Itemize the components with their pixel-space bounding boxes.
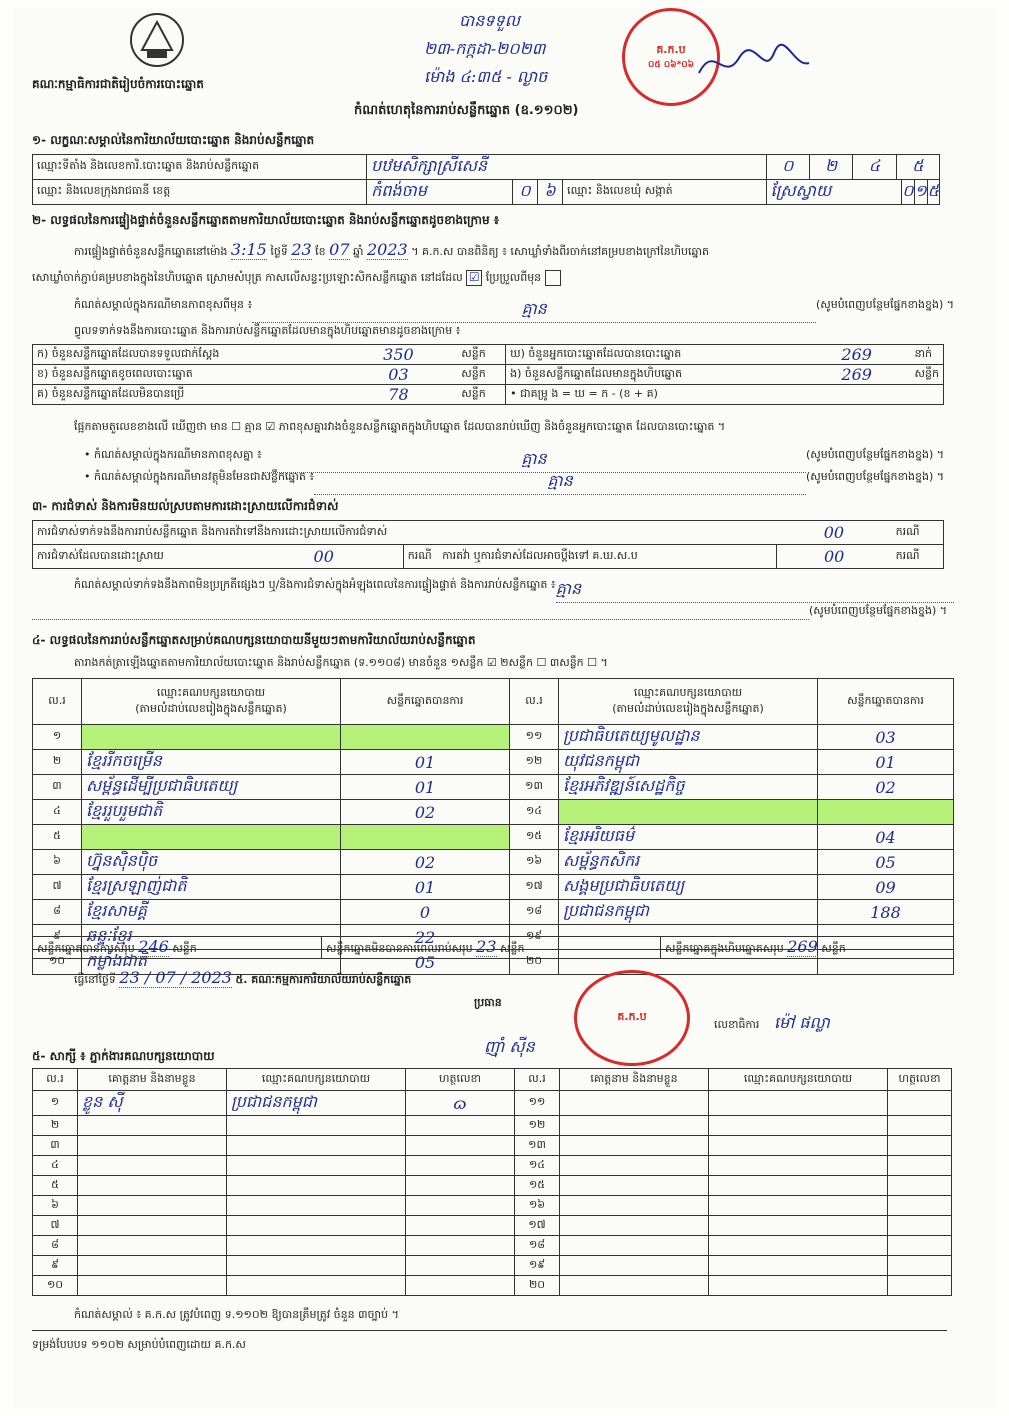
- tally-text: តារាងកត់ត្រាឡើងឆ្នោតតាមការិយាល័យបោះឆ្នោត និងរាប់សន្លឹកឆ្នោត (ទ.១១០៨) មានចំនួន ១សន្លឹក ☑ ២សន្លឹក ☐ ៣សន្លឹក ☐ ។: [74, 656, 608, 669]
- changed-checkbox[interactable]: [545, 270, 561, 286]
- section1-title: ១- លក្ខណៈសម្គាល់នៃការិយាល័យបោះឆ្នោត និងរាប់សន្លឹកឆ្នោត: [32, 133, 315, 147]
- year-label: ឆ្នាំ: [353, 245, 364, 258]
- count-unit: សន្លឹក: [911, 365, 944, 385]
- col-votes: សន្លឹកឆ្នោតបានការ: [818, 679, 954, 725]
- party-no: ២០: [510, 950, 559, 975]
- province-label: ឈ្មោះ និងលេខក្រុងរាជធានី ខេត្ត: [33, 180, 367, 205]
- resolved-unit: ករណី: [407, 548, 432, 562]
- witness-name: [560, 1196, 709, 1216]
- party-name: [82, 825, 341, 850]
- col-no: ល.រ: [33, 679, 82, 725]
- totals-table: [32, 936, 954, 959]
- detail-intro: ព្ធូលទទាក់ទងនឹងការបោះឆ្នោត និងការរាប់សន្លឹកឆ្នោតដែលមានក្នុងហិបឆ្នោតមានដូចខាងក្រោម ៖: [74, 324, 461, 337]
- form-title: កំណត់ហេតុនៃការរាប់សន្លឹកឆ្នោត (ឧ.១១០២): [354, 103, 579, 118]
- witness-no: ១៦: [515, 1196, 560, 1216]
- bullet2-hint: (សូមបំពេញបន្ថែមផ្នែកខាងខ្នង) ។: [805, 470, 944, 483]
- witness-party: [709, 1156, 888, 1176]
- witness-party: [709, 1276, 888, 1296]
- witness-row: [33, 1276, 952, 1296]
- bullet2-line: [84, 470, 944, 495]
- station-label: ឈ្មោះទីតាំង និងលេខការិ.បោះឆ្នោត និងរាប់សន្លឹកឆ្នោត: [33, 155, 367, 180]
- witness-no: ៧: [33, 1216, 78, 1236]
- form-footer: ទម្រង់បែបបទ ១១០២ សម្រាប់បំពេញដោយ គ.ក.ស: [32, 1338, 246, 1351]
- witness-sign: [888, 1091, 952, 1116]
- party-no: ២: [33, 750, 82, 775]
- stamp-code: ០៥ ០៦*០៦: [647, 59, 695, 70]
- party-no: ៦: [33, 850, 82, 875]
- w-col-sign: ហត្ថលេខា: [406, 1069, 515, 1091]
- section3-title: ៣- ការជំទាស់ និងការមិនយល់ស្របតាមការដោះស្រាយលើការជំទាស់: [32, 499, 339, 513]
- note-hint: (សូមបំពេញបន្ថែមផ្នែកខាងខ្នង) ។: [815, 298, 954, 311]
- party-votes: 188: [818, 900, 954, 925]
- witness-name: [560, 1176, 709, 1196]
- party-no: ៩: [33, 925, 82, 950]
- done-date: 23 / 07 / 2023: [119, 968, 232, 987]
- appeal-value: 00: [776, 545, 891, 569]
- count-unit: សន្លឹក: [457, 385, 505, 405]
- w-col-party: ឈ្មោះគណបក្សនយោបាយ: [227, 1069, 406, 1091]
- witness-sign: [406, 1196, 515, 1216]
- witness-party: [709, 1216, 888, 1236]
- witness-row: [33, 1216, 952, 1236]
- verify-line2-text: សោឃ្លាំចាក់ភ្ជាប់គម្របខាងក្នុងនៃហិបឆ្នោត ស្រោមសំបុត្រ កាសលើសន្ទះប្រឡោះសិកសន្លឹកឆ្នោត នៅដដែល: [32, 271, 463, 284]
- total-box-label: សន្លឹកឆ្នោតក្នុងហិបឆ្នោតសរុប: [665, 942, 784, 955]
- month-label: ខែ: [315, 245, 326, 258]
- party-no: ១៨: [510, 900, 559, 925]
- witness-party: [227, 1176, 406, 1196]
- count-formula: • ជាគម្រូ ង = ឃ = ក - (ខ + គ): [506, 385, 944, 405]
- station-code: [767, 155, 939, 179]
- result-row: [33, 750, 954, 775]
- party-name: ប្រជាជនកម្ពុជា: [559, 900, 818, 925]
- witness-sign: [888, 1116, 952, 1136]
- day-label: ថ្ងៃទី: [270, 245, 288, 258]
- objection-table: [32, 520, 944, 569]
- witness-name: [78, 1236, 227, 1256]
- w-col-party: ឈ្មោះគណបក្សនយោបាយ: [709, 1069, 888, 1091]
- verify-day: 23: [291, 240, 312, 259]
- done-line: [74, 968, 411, 989]
- stamp-label: គ.ក.ប: [656, 42, 686, 56]
- witness-sign: [406, 1276, 515, 1296]
- total-valid-cell: [33, 937, 322, 959]
- official-stamp-bottom: [574, 970, 690, 1066]
- result-row: [33, 875, 954, 900]
- count-value-d: 269: [803, 345, 911, 365]
- code-digit: ៥: [927, 181, 939, 200]
- party-votes: 0: [341, 900, 510, 925]
- witness-party: [709, 1091, 888, 1116]
- witness-sign: [406, 1216, 515, 1236]
- total-valid-label: សន្លឹកឆ្នោតបានការសរុប: [37, 942, 135, 955]
- witness-party: [709, 1196, 888, 1216]
- witness-no: ១៧: [515, 1216, 560, 1236]
- witness-row: [33, 1116, 952, 1136]
- bullet2-label: • កំណត់សម្គាល់ក្នុងករណីមានវត្ថុមិនមែនជាសន្លឹកឆ្នោត ៖: [84, 470, 315, 483]
- witness-no: ៣: [33, 1136, 78, 1156]
- code-digit: ០: [902, 180, 914, 204]
- witness-no: ១៩: [515, 1256, 560, 1276]
- party-name: [82, 725, 341, 750]
- party-votes: 02: [818, 775, 954, 800]
- party-no: ៧: [33, 875, 82, 900]
- witness-name: [78, 1256, 227, 1276]
- party-name: [559, 800, 818, 825]
- party-name: ខ្មែរសាមគ្គី: [82, 900, 341, 925]
- witness-party: [227, 1116, 406, 1136]
- party-name: ហ្វ៊ុនស៊ិនប៉ិច: [82, 850, 341, 875]
- count-value-c: 78: [340, 385, 458, 405]
- code-digit: ២: [810, 155, 853, 179]
- count-unit: សន្លឹក: [457, 365, 505, 385]
- witness-no: ១: [33, 1091, 78, 1116]
- commune-label: ឈ្មោះ និងលេខឃុំ សង្កាត់: [563, 180, 766, 205]
- objection-label: ការជំទាស់ទាក់ទងនឹងការរាប់សន្លឹកឆ្នោត និងការតវ៉ាទៅនឹងការដោះស្រាយលើការជំទាស់: [33, 521, 777, 545]
- witness-row: [33, 1236, 952, 1256]
- w-col-no: ល.រ: [515, 1069, 560, 1091]
- count-value-a: 350: [340, 345, 458, 365]
- province-code: [513, 180, 562, 204]
- witness-no: ១១: [515, 1091, 560, 1116]
- witness-no: ៤: [33, 1156, 78, 1176]
- w-col-name: គោត្តនាម និងនាមខ្លួន: [560, 1069, 709, 1091]
- count-label-e: ង) ចំនួនសន្លឹកឆ្នោតដែលមានក្នុងហិបឆ្នោត: [506, 365, 803, 385]
- code-digit: ០: [513, 180, 538, 204]
- secretary-name: ម៉ៅ ផល្លា: [774, 1013, 830, 1032]
- verify-time: 3:15: [230, 240, 267, 259]
- objection-hint: (សូមបំពេញបន្ថែមផ្នែកខាងខ្នង) ។: [808, 604, 947, 617]
- witness-name: ខ្លូន ស៊ី: [78, 1091, 227, 1116]
- witness-sign: [406, 1136, 515, 1156]
- witness-name: [78, 1136, 227, 1156]
- witness-sign: [888, 1276, 952, 1296]
- objection-note-label: កំណត់សម្គាល់ទាក់ទងនឹងភាពមិនប្រក្រតីផ្សេងៗ ឬ/និងការជំទាស់ក្នុងអំឡុងពេលនៃការផ្ទៀងផ្ទាត់ និងការរាប់សន្លឹកឆ្នោត ៖: [74, 578, 556, 591]
- witness-name: [560, 1156, 709, 1176]
- party-votes: 05: [818, 850, 954, 875]
- party-votes: 01: [341, 775, 510, 800]
- party-name: ប្រជាធិបតេយ្យមូលដ្ឋាន: [559, 725, 818, 750]
- total-valid-value: 246: [138, 937, 169, 956]
- compare-text: ផ្អែកតាមតួលេខខាងលើ ឃើញថា មាន ☐ គ្មាន ☑ ភាពខុសគ្នារវាងចំនួនសន្លឹកឆ្នោតក្នុងហិបឆ្នោត ដែលបានរាប់ឃើញ និងចំនួនអ្នកបោះឆ្នោត ដែលបានបោះឆ្នោត ។: [74, 420, 726, 433]
- emblem-logo: [122, 10, 192, 72]
- results-table: [32, 678, 954, 975]
- form-page: [14, 8, 999, 1408]
- count-label-b: ខ) ចំនួនសន្លឹកឆ្នោតខូចពេលបោះឆ្នោត: [33, 365, 340, 385]
- witness-sign: [888, 1196, 952, 1216]
- count-value-b: 03: [340, 365, 458, 385]
- witness-row: [33, 1176, 952, 1196]
- witness-no: ១៤: [515, 1156, 560, 1176]
- witness-name: [560, 1256, 709, 1276]
- objection-note-value: គ្មាន: [556, 578, 954, 603]
- note-label: កំណត់សម្គាល់ក្នុងករណីមានភាពខុសពីមុន ៖: [74, 298, 253, 311]
- appeal-unit: ករណី: [892, 545, 944, 569]
- party-no: ៥: [33, 825, 82, 850]
- count-unit: សន្លឹក: [457, 345, 505, 365]
- total-invalid-cell: [322, 937, 661, 959]
- result-row: [33, 825, 954, 850]
- witness-party: [227, 1216, 406, 1236]
- witness-name: [560, 1236, 709, 1256]
- total-invalid-label: សន្លឹកឆ្នោតមិនបានការពេលរាប់សរុប: [326, 942, 473, 955]
- witness-sign: [888, 1216, 952, 1236]
- code-digit: ១: [915, 180, 928, 204]
- appeal-cell: [403, 545, 776, 569]
- witness-sign: [888, 1136, 952, 1156]
- count-label-d: ឃ) ចំនួនអ្នកបោះឆ្នោតដែលបានបោះឆ្នោត: [506, 345, 803, 365]
- witness-no: ៥: [33, 1176, 78, 1196]
- verify-line2: [32, 270, 962, 287]
- note-value: គ្មាន: [252, 298, 816, 323]
- party-no: ១៣: [510, 775, 559, 800]
- hw-received-note: បាន​ទទួល: [459, 11, 520, 30]
- col-party-title: ឈ្មោះគណបក្សនយោបាយ: [156, 685, 266, 699]
- w-col-name: គោត្តនាម និងនាមខ្លួន: [78, 1069, 227, 1091]
- commune-value: ស្រែស្វាយ: [766, 180, 902, 205]
- result-row: [33, 725, 954, 750]
- witness-party: [709, 1136, 888, 1156]
- count-label-a: ក) ចំនួនសន្លឹកឆ្នោតដែលបានទទួលជាក់ស្តែង: [33, 345, 340, 365]
- witness-party: [709, 1116, 888, 1136]
- objection-note: [74, 578, 954, 603]
- verify-year: 2023: [367, 240, 408, 259]
- verify-suffix: ។ គ.ក.ស បានពិនិត្យ ៖ សោឃ្លាំទាំងពីរចាក់នៅគម្របខាងក្រៅនៃហិបឆ្នោត: [411, 245, 709, 258]
- party-votes: 01: [341, 750, 510, 775]
- party-no: ១៦: [510, 850, 559, 875]
- party-no: ១២: [510, 750, 559, 775]
- witness-name: [560, 1216, 709, 1236]
- note-line: [74, 298, 954, 323]
- stamp-bottom-label: គ.ក.ប: [617, 1010, 647, 1023]
- witness-row: [33, 1256, 952, 1276]
- witness-row: [33, 1156, 952, 1176]
- witness-party: [227, 1196, 406, 1216]
- unchanged-checkbox[interactable]: ☑: [466, 270, 482, 286]
- party-name: ខ្មែរអរិយធម៌: [559, 825, 818, 850]
- witness-no: ១៥: [515, 1176, 560, 1196]
- dotted-fill: [32, 604, 809, 620]
- total-invalid-value: 23: [476, 937, 497, 956]
- party-name: យុវជនកម្ពុជា: [559, 750, 818, 775]
- party-votes: 02: [341, 800, 510, 825]
- party-no: ១០: [33, 950, 82, 975]
- party-name: ខ្មែររីកចម្រើន: [82, 750, 341, 775]
- col-party-sub: (តាមលំដាប់លេខរៀងក្នុងសន្លឹកឆ្នោត): [612, 701, 764, 715]
- chair-name: ញ៉ាំ ស៊ីន: [484, 1037, 535, 1056]
- party-votes: [341, 725, 510, 750]
- party-votes: 03: [818, 725, 954, 750]
- total-unit: សន្លឹក: [821, 942, 846, 955]
- witness-sign: [406, 1116, 515, 1136]
- count-unit: នាក់: [911, 345, 944, 365]
- witness-table: [32, 1068, 952, 1296]
- form-note: កំណត់សម្គាល់ ៖ គ.ក.ស ត្រូវបំពេញ ទ.១១០២ ឱ្យបានត្រឹមត្រូវ ចំនួន ៣ច្បាប់ ។: [74, 1308, 399, 1321]
- w-col-sign: ហត្ថលេខា: [888, 1069, 952, 1091]
- party-no: ៤: [33, 800, 82, 825]
- witness-sign: [888, 1236, 952, 1256]
- code-digit: ៦: [544, 181, 556, 200]
- changed-label: ប្រែប្រួលពីមុន: [485, 271, 542, 284]
- witness-row: [33, 1196, 952, 1216]
- station-table: [32, 154, 940, 205]
- bullet1-value: គ្មាន: [262, 448, 806, 473]
- col-no: ល.រ: [510, 679, 559, 725]
- result-row: [33, 900, 954, 925]
- commune-code: [902, 180, 939, 204]
- witness-name: [560, 1136, 709, 1156]
- committee-label: ៥. គណៈកម្មការការិយាល័យរាប់សន្លឹកឆ្នោត: [235, 973, 412, 986]
- code-digit: ៤: [853, 155, 896, 179]
- verify-line: [74, 240, 974, 261]
- signature-top: [694, 38, 814, 88]
- witness-name: [78, 1176, 227, 1196]
- party-no: ៨: [33, 900, 82, 925]
- appeal-label: ការតវ៉ា ឬការជំទាស់ដែលអាចប្តឹងទៅ គ.ឃ.ស.ប: [442, 548, 638, 562]
- province-value: កំពង់ចាម: [367, 180, 513, 205]
- party-votes: 22: [341, 925, 510, 950]
- party-no: ១៤: [510, 800, 559, 825]
- bullet2-value: គ្មាន: [314, 470, 806, 495]
- witness-name: [560, 1276, 709, 1296]
- witness-name: [78, 1196, 227, 1216]
- col-party-sub: (តាមលំដាប់លេខរៀងក្នុងសន្លឹកឆ្នោត): [135, 701, 287, 715]
- total-unit: សន្លឹក: [172, 942, 197, 955]
- result-row: [33, 850, 954, 875]
- total-box-value: 269: [787, 937, 818, 956]
- party-votes: 05: [341, 950, 510, 975]
- party-name: សម្ព័ន្ធកសិករ: [559, 850, 818, 875]
- party-votes: 02: [341, 850, 510, 875]
- hw-received-date: ២៣-កក្កដា-២០២៣: [424, 39, 546, 58]
- secretary-label: លេខាធិការ: [714, 1018, 760, 1031]
- footer-divider: [32, 1330, 947, 1331]
- w-col-no: ល.រ: [33, 1069, 78, 1091]
- party-votes: [341, 825, 510, 850]
- party-votes: [818, 800, 954, 825]
- witness-sign: [406, 1176, 515, 1196]
- witness-party: [709, 1236, 888, 1256]
- col-party-title: ឈ្មោះគណបក្សនយោបាយ: [633, 685, 743, 699]
- witness-no: ១៣: [515, 1136, 560, 1156]
- witness-no: ៨: [33, 1236, 78, 1256]
- count-label-c: គ) ចំនួនសន្លឹកឆ្នោតដែលមិនបានប្រើ: [33, 385, 340, 405]
- witness-sign: [406, 1156, 515, 1176]
- bullet1-hint: (សូមបំពេញបន្ថែមផ្នែកខាងខ្នង) ។: [805, 448, 944, 461]
- witness-name: [560, 1116, 709, 1136]
- witness-row: [33, 1091, 952, 1116]
- witness-no: ២០: [515, 1276, 560, 1296]
- col-party: [559, 679, 818, 725]
- code-digit: ៥: [912, 156, 924, 175]
- party-no: ១៥: [510, 825, 559, 850]
- party-name: សម្ព័ន្ធដើម្បីប្រជាធិបតេយ្យ: [82, 775, 341, 800]
- party-votes: 09: [818, 875, 954, 900]
- witness-body: [33, 1091, 952, 1296]
- party-no: ១៧: [510, 875, 559, 900]
- party-name: សង្គមប្រជាធិបតេយ្យ: [559, 875, 818, 900]
- witness-party: [227, 1136, 406, 1156]
- witness-no: ១២: [515, 1116, 560, 1136]
- party-votes: 01: [341, 875, 510, 900]
- witness-sign: [406, 1236, 515, 1256]
- witness-name: [560, 1091, 709, 1116]
- witness-no: ២: [33, 1116, 78, 1136]
- resolved-value: 00: [245, 545, 404, 569]
- col-votes: សន្លឹកឆ្នោតបានការ: [341, 679, 510, 725]
- party-name: ខ្មែរស្រឡាញ់ជាតិ: [82, 875, 341, 900]
- verify-month: 07: [329, 240, 350, 259]
- witness-no: ១០: [33, 1276, 78, 1296]
- bullet1-label: • កំណត់សម្គាល់ក្នុងករណីមានភាពខុសគ្នា ៖: [84, 448, 262, 461]
- count-value-e: 269: [803, 365, 911, 385]
- witness-no: ១៨: [515, 1236, 560, 1256]
- party-no: ១៩: [510, 925, 559, 950]
- witness-name: [78, 1156, 227, 1176]
- party-votes: 04: [818, 825, 954, 850]
- resolved-label: ការជំទាស់ដែលបានដោះស្រាយ: [33, 545, 245, 569]
- witness-party: [709, 1176, 888, 1196]
- witness-name: [78, 1116, 227, 1136]
- party-name: ឆន្ទៈខ្មែរ: [82, 925, 341, 950]
- result-row: [33, 800, 954, 825]
- committee-name: គណៈកម្មាធិការជាតិរៀបចំការបោះឆ្នោត: [32, 77, 204, 91]
- witness-sign: ɷ: [406, 1091, 515, 1116]
- witness-sign: [888, 1156, 952, 1176]
- chair-label: ប្រធាន: [474, 996, 502, 1009]
- total-unit: សន្លឹក: [500, 942, 525, 955]
- col-party: [82, 679, 341, 725]
- hw-received-time: ម៉ោង ៤:៣៥ - ល្ងាច: [424, 67, 548, 86]
- witness-row: [33, 1136, 952, 1156]
- station-value: បឋមសិក្សាស្រីសេនី: [367, 155, 767, 180]
- code-digit: ០: [767, 155, 810, 179]
- party-no: ១១: [510, 725, 559, 750]
- done-label: ធ្វើនៅថ្ងៃទី: [74, 973, 116, 986]
- witness-sign: [888, 1176, 952, 1196]
- witness-party: [709, 1256, 888, 1276]
- verify-prefix: ការផ្ទៀងផ្ទាត់ចំនួនសន្លឹកឆ្នោតនៅម៉ោង: [74, 245, 228, 258]
- party-no: ១: [33, 725, 82, 750]
- objection-value: 00: [776, 521, 891, 545]
- total-box-cell: [661, 937, 954, 959]
- section5-title: ៥- សាក្សី ៖ ភ្នាក់ងារគណបក្សនយោបាយ: [32, 1049, 215, 1063]
- witness-party: [227, 1156, 406, 1176]
- section4-title: ៤- លទ្ធផលនៃការរាប់សន្លឹកឆ្នោតសម្រាប់គណបក្សនយោបាយនីមួយៗតាមការិយាល័យរាប់សន្លឹកឆ្នោត: [32, 633, 476, 647]
- objection-unit: ករណី: [892, 521, 944, 545]
- party-no: ៣: [33, 775, 82, 800]
- count-table: [32, 344, 944, 405]
- party-votes: 01: [818, 750, 954, 775]
- witness-party: ប្រជាជនកម្ពុជា: [227, 1091, 406, 1116]
- party-name: កម្លាំងជាតិ: [82, 950, 341, 975]
- witness-name: [78, 1216, 227, 1236]
- witness-party: [227, 1236, 406, 1256]
- objection-hint-line: [32, 604, 947, 620]
- witness-no: ៩: [33, 1256, 78, 1276]
- witness-party: [227, 1256, 406, 1276]
- witness-party: [227, 1276, 406, 1296]
- witness-sign: [888, 1256, 952, 1276]
- section2-title: ២- លទ្ធផលនៃការផ្ទៀងផ្ទាត់ចំនួនសន្លឹកឆ្នោតតាមការិយាល័យបោះឆ្នោត និងរាប់សន្លឹកឆ្នោតដូចខាងក្រោម ៖: [32, 213, 500, 227]
- witness-sign: [406, 1256, 515, 1276]
- witness-name: [78, 1276, 227, 1296]
- party-name: ខ្មែររួបរួមជាតិ: [82, 800, 341, 825]
- party-name: ខ្មែរអភិវឌ្ឍន៍សេដ្ឋកិច្ច: [559, 775, 818, 800]
- witness-no: ៦: [33, 1196, 78, 1216]
- result-row: [33, 775, 954, 800]
